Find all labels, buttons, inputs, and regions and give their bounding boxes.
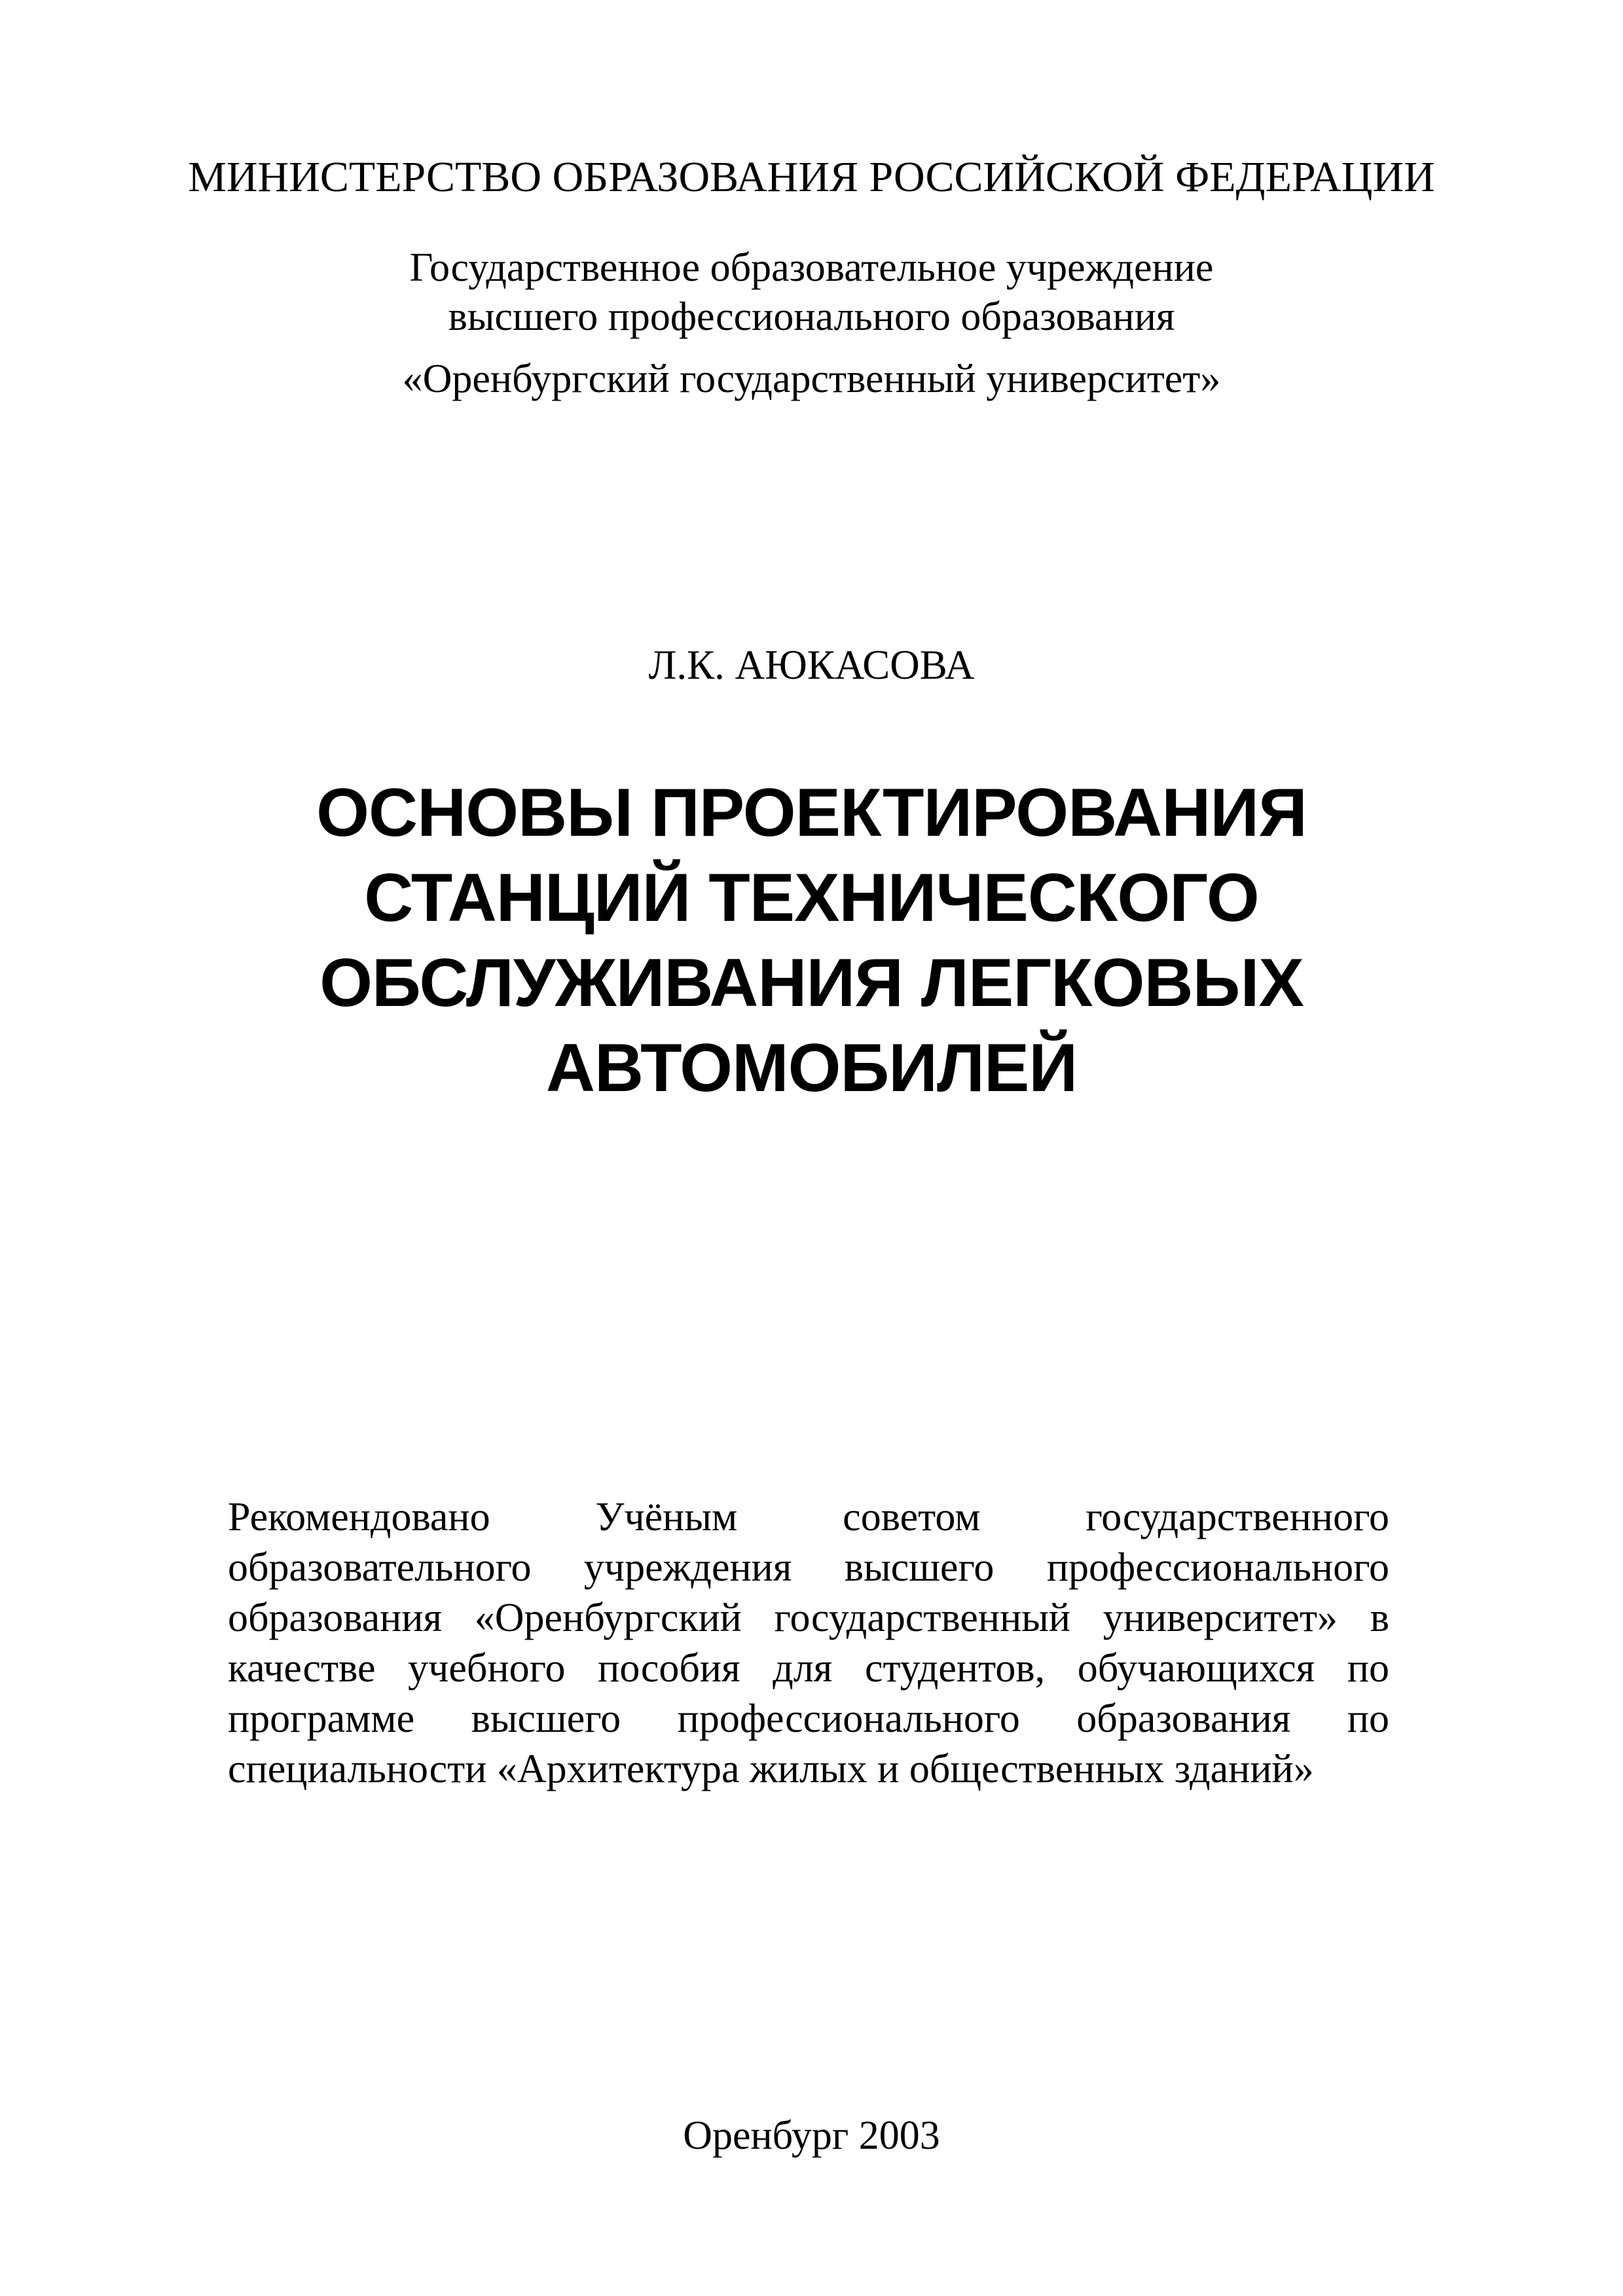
university-name: «Оренбургский государственный университет»: [402, 357, 1221, 401]
book-title-line-1: ОСНОВЫ ПРОЕКТИРОВАНИЯ: [316, 775, 1307, 851]
recommendation-paragraph: Рекомендовано Учёным советом государственного образовательного учреждения высшего профессионального образования «Оренбургский государственный университет» в качестве учебного пособия для студентов, обучающихся по программе высшего профессионального образования по специальности «Архитектура жилых и общественных зданий»: [228, 1495, 1389, 1791]
institution-type-line-2: высшего профессионального образования: [448, 295, 1175, 339]
book-title-line-3: ОБСЛУЖИВАНИЯ ЛЕГКОВЫХ: [319, 945, 1304, 1021]
book-title-line-4: АВТОМОБИЛЕЙ: [545, 1030, 1078, 1106]
book-title-line-2: СТАНЦИЙ ТЕХНИЧЕСКОГО: [364, 860, 1259, 936]
author-name: Л.К. АЮКАСОВА: [648, 642, 975, 688]
ministry-heading: МИНИСТЕРСТВО ОБРАЗОВАНИЯ РОССИЙСКОЙ ФЕДЕРАЦИИ: [188, 153, 1435, 201]
institution-type-line-1: Государственное образовательное учреждение: [409, 245, 1214, 290]
publication-city-year: Оренбург 2003: [683, 2113, 940, 2158]
